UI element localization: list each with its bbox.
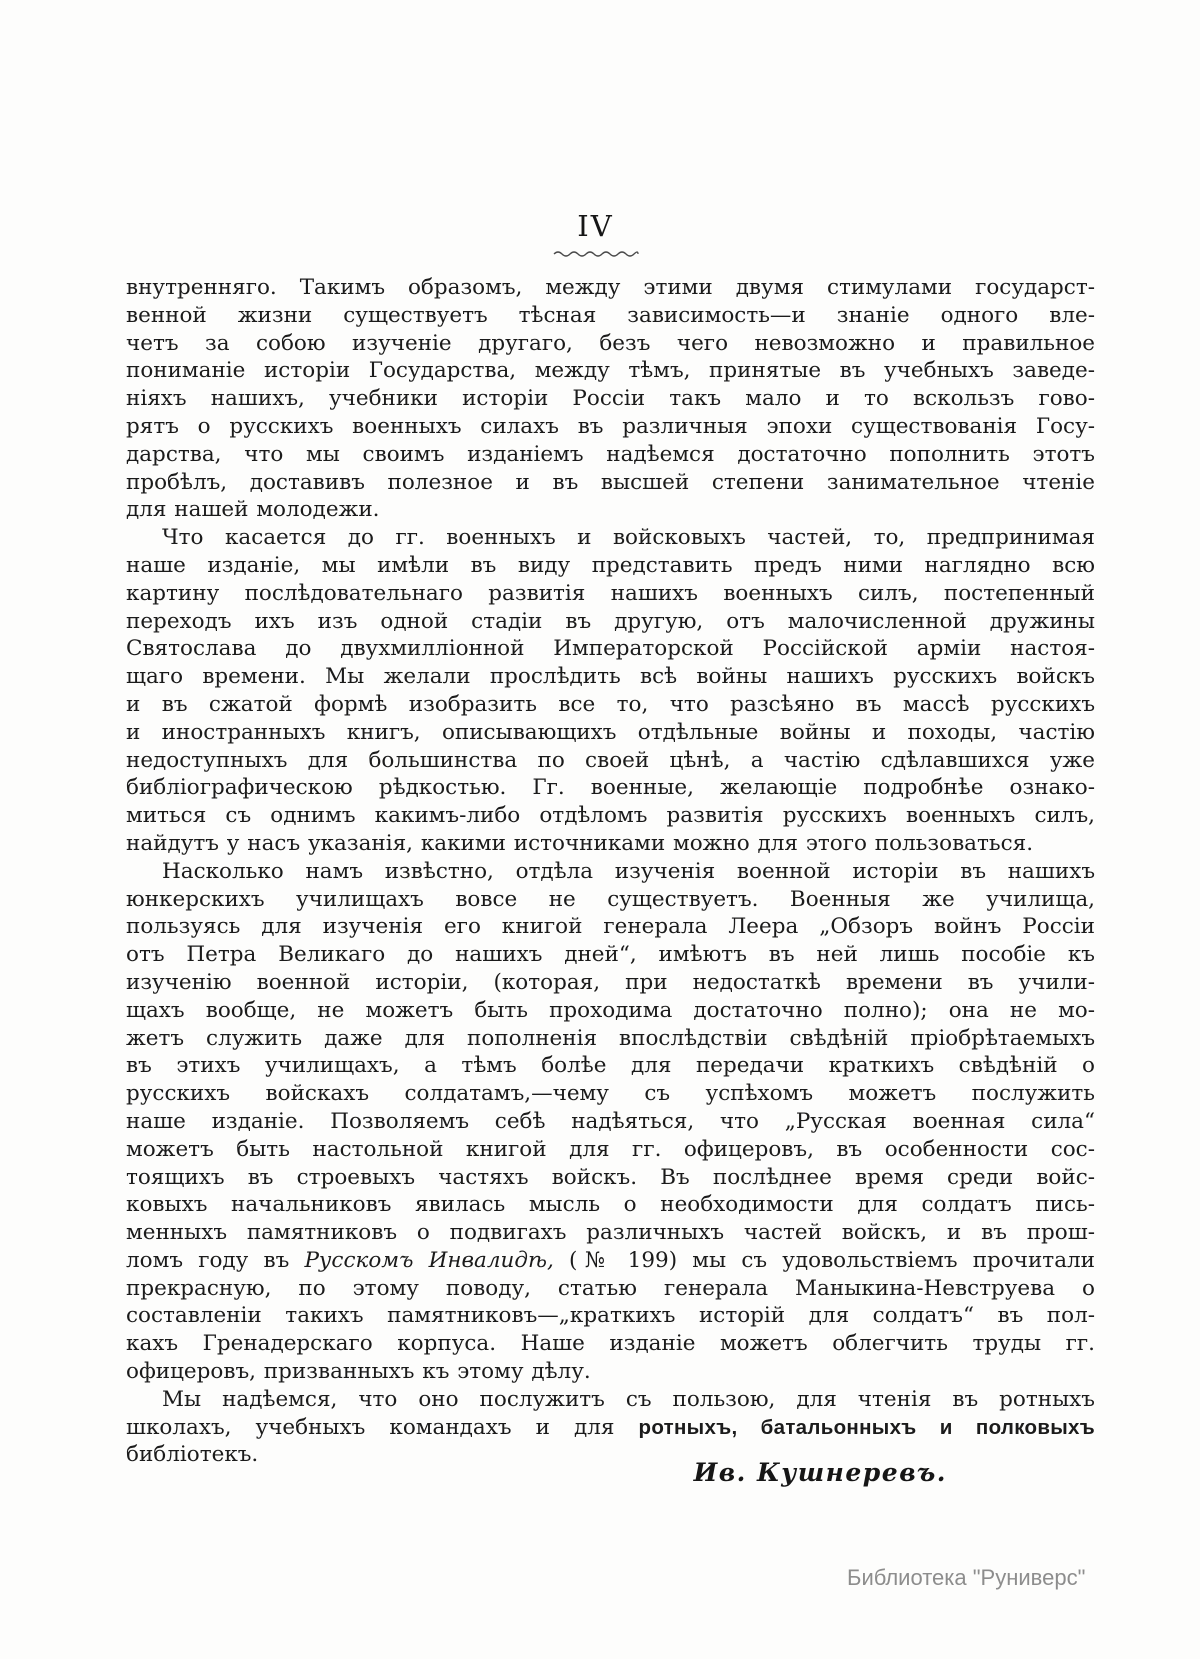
text-segment: русскихъ войскахъ солдатамъ,—чему съ успѣхомъ можетъ послужить [126, 1081, 1095, 1107]
text-line [126, 719, 1095, 747]
text-line [126, 1414, 1095, 1442]
text-line [126, 1025, 1095, 1053]
text-segment: пользуясь для изученія его книгой генерала Леера „Обзоръ войнъ Россіи [126, 914, 1095, 940]
text-segment: щаго времени. Мы желали прослѣдить всѣ войны нашихъ русскихъ войскъ [126, 664, 1095, 690]
text-segment: щахъ вообще, не можетъ быть проходима достаточно полно); она не мо- [126, 997, 1095, 1023]
text-segment: дарства, что мы своимъ изданіемъ надѣемся достаточно пополнить этотъ [126, 441, 1095, 467]
text-line [126, 1386, 1095, 1414]
text-line [126, 941, 1095, 969]
text-segment: картину послѣдовательнаго развитія нашихъ военныхъ силъ, постепенный [126, 580, 1095, 606]
text-segment: изученію военной исторіи, (которая, при недостаткѣ времени въ учили- [126, 969, 1095, 995]
text-segment: ніяхъ нашихъ, учебники исторіи Россіи такъ мало и то вскользъ гово- [126, 386, 1095, 412]
text-line [126, 524, 1095, 552]
text-line [126, 663, 1095, 691]
text-line [126, 1358, 1095, 1386]
text-segment: Мы надѣемся, что оно послужитъ съ пользою, для чтенія въ ротныхъ [162, 1386, 1095, 1412]
text-segment: рятъ о русскихъ военныхъ силахъ въ различныя эпохи существованія Госу- [126, 413, 1095, 439]
text-line [126, 1330, 1095, 1358]
text-segment: можетъ быть настольной книгой для гг. офицеровъ, въ особенности сос- [126, 1136, 1095, 1162]
text-segment: составленіи такихъ памятниковъ—„краткихъ исторій для солдатъ“ въ пол- [126, 1303, 1095, 1329]
text-line [126, 302, 1095, 330]
text-segment: недоступныхъ для большинства по своей цѣнѣ, а частію сдѣлавшихся уже [126, 747, 1095, 773]
text-line [126, 858, 1095, 886]
page-header [111, 209, 1080, 263]
text-line [126, 1164, 1095, 1192]
text-segment: пробѣлъ, доставивъ полезное и въ высшей степени занимательное чтеніе [126, 469, 1095, 495]
text-line [126, 413, 1095, 441]
text-segment: и въ сжатой формѣ изобразить все то, что разсѣяно въ массѣ русскихъ [126, 691, 1095, 717]
text-segment: внутренняго. Такимъ образомъ, между этими двумя стимулами государст- [126, 275, 1095, 300]
text-segment-bold: ротныхъ, батальонныхъ и полковыхъ [638, 1415, 1095, 1439]
text-line [126, 691, 1095, 719]
text-line [126, 1302, 1095, 1330]
text-segment: школахъ, учебныхъ командахъ и для [126, 1414, 639, 1440]
text-segment: юнкерскихъ училищахъ вовсе не существуетъ. Военныя же училища, [126, 886, 1095, 912]
text-segment: тоящихъ въ строевыхъ частяхъ войскъ. Въ послѣднее время среди войс- [126, 1164, 1095, 1190]
text-segment: наше изданіе, мы имѣли въ виду представить предъ ними наглядно всю [126, 552, 1095, 578]
text-segment: Насколько намъ извѣстно, отдѣла изученія военной исторіи въ нашихъ [162, 858, 1095, 884]
text-line [126, 580, 1095, 608]
text-line [126, 1191, 1095, 1219]
text-segment: менныхъ памятниковъ о подвигахъ различныхъ частей войскъ, и въ прош- [126, 1220, 1095, 1246]
text-segment: жетъ служить даже для пополненія впослѣдствіи свѣдѣній пріобрѣтаемыхъ [126, 1025, 1095, 1051]
text-line [126, 997, 1095, 1025]
text-line [126, 886, 1095, 914]
text-segment: миться съ однимъ какимъ-либо отдѣломъ развитія русскихъ военныхъ силъ, [126, 803, 1095, 829]
text-line [126, 1136, 1095, 1164]
text-line [126, 802, 1095, 830]
text-segment: переходъ ихъ изъ одной стадіи въ другую, отъ малочисленной дружины [126, 608, 1095, 634]
text-segment: Что касается до гг. военныхъ и войсковыхъ частей, то, предпринимая [162, 525, 1095, 551]
text-segment: и иностранныхъ книгъ, описывающихъ отдѣльные войны и походы, частію [126, 719, 1095, 745]
library-watermark: Библиотека "Руниверс" [847, 1565, 1086, 1590]
text-line [126, 357, 1095, 385]
text-line [126, 1247, 1095, 1275]
text-segment: для нашей молодежи. [126, 497, 380, 523]
text-line [126, 969, 1095, 997]
text-line [126, 774, 1095, 802]
text-line [126, 1219, 1095, 1247]
text-line [126, 469, 1095, 497]
text-segment: въ этихъ училищахъ, а тѣмъ болѣе для передачи краткихъ свѣдѣній о [126, 1053, 1095, 1079]
text-line [126, 1108, 1095, 1136]
text-line [126, 1052, 1095, 1080]
text-line [126, 830, 1095, 858]
text-line [126, 635, 1095, 663]
text-line [126, 608, 1095, 636]
page-number: IV [577, 209, 614, 243]
text-segment: четъ за собою изученіе другаго, безъ чего невозможно и правильное [126, 330, 1095, 356]
text-segment: прекрасную, по этому поводу, статью генерала Маныкина-Невструева о [126, 1275, 1095, 1301]
text-segment: библіотекъ. [126, 1442, 259, 1468]
text-segment: наше изданіе. Позволяемъ себѣ надѣяться, что „Русская военная сила“ [126, 1108, 1095, 1134]
text-segment: ломъ году въ [126, 1247, 305, 1273]
text-segment: ковыхъ начальниковъ явилась мысль о необходимости для солдатъ пись- [126, 1192, 1095, 1218]
text-segment: (№ 199) мы съ удовольствіемъ прочитали [553, 1247, 1095, 1273]
text-line [126, 1080, 1095, 1108]
text-segment: отъ Петра Великаго до нашихъ дней“, имѣютъ въ ней лишь пособіе къ [126, 942, 1095, 968]
wavy-divider-icon [111, 244, 1080, 263]
text-line [126, 385, 1095, 413]
text-line [126, 552, 1095, 580]
text-segment: венной жизни существуетъ тѣсная зависимость—и знаніе одного вле- [126, 302, 1095, 328]
text-line [126, 913, 1095, 941]
text-segment: офицеровъ, призванныхъ къ этому дѣлу. [126, 1359, 591, 1385]
text-line [126, 441, 1095, 469]
text-segment: кахъ Гренадерскаго корпуса. Наше изданіе можетъ облегчить труды гг. [126, 1331, 1095, 1357]
text-line [126, 1275, 1095, 1303]
author-signature: Ив. Кушнеревъ. [693, 1458, 947, 1487]
text-line [126, 274, 1095, 302]
text-segment-italic: Русскомъ Инвалидѣ, [304, 1247, 554, 1273]
text-segment: библіографическою рѣдкостью. Гг. военные, желающіе подробнѣе ознако- [126, 775, 1095, 801]
text-line [126, 330, 1095, 358]
text-line [126, 496, 1095, 524]
body-text [126, 274, 1095, 1469]
text-line [126, 747, 1095, 775]
text-segment: Святослава до двухмилліонной Императорской Россійской арміи настоя- [126, 636, 1095, 662]
text-segment: найдутъ у насъ указанія, какими источниками можно для этого пользоваться. [126, 830, 1034, 856]
text-segment: пониманіе исторіи Государства, между тѣмъ, принятые въ учебныхъ заведе- [126, 358, 1095, 384]
